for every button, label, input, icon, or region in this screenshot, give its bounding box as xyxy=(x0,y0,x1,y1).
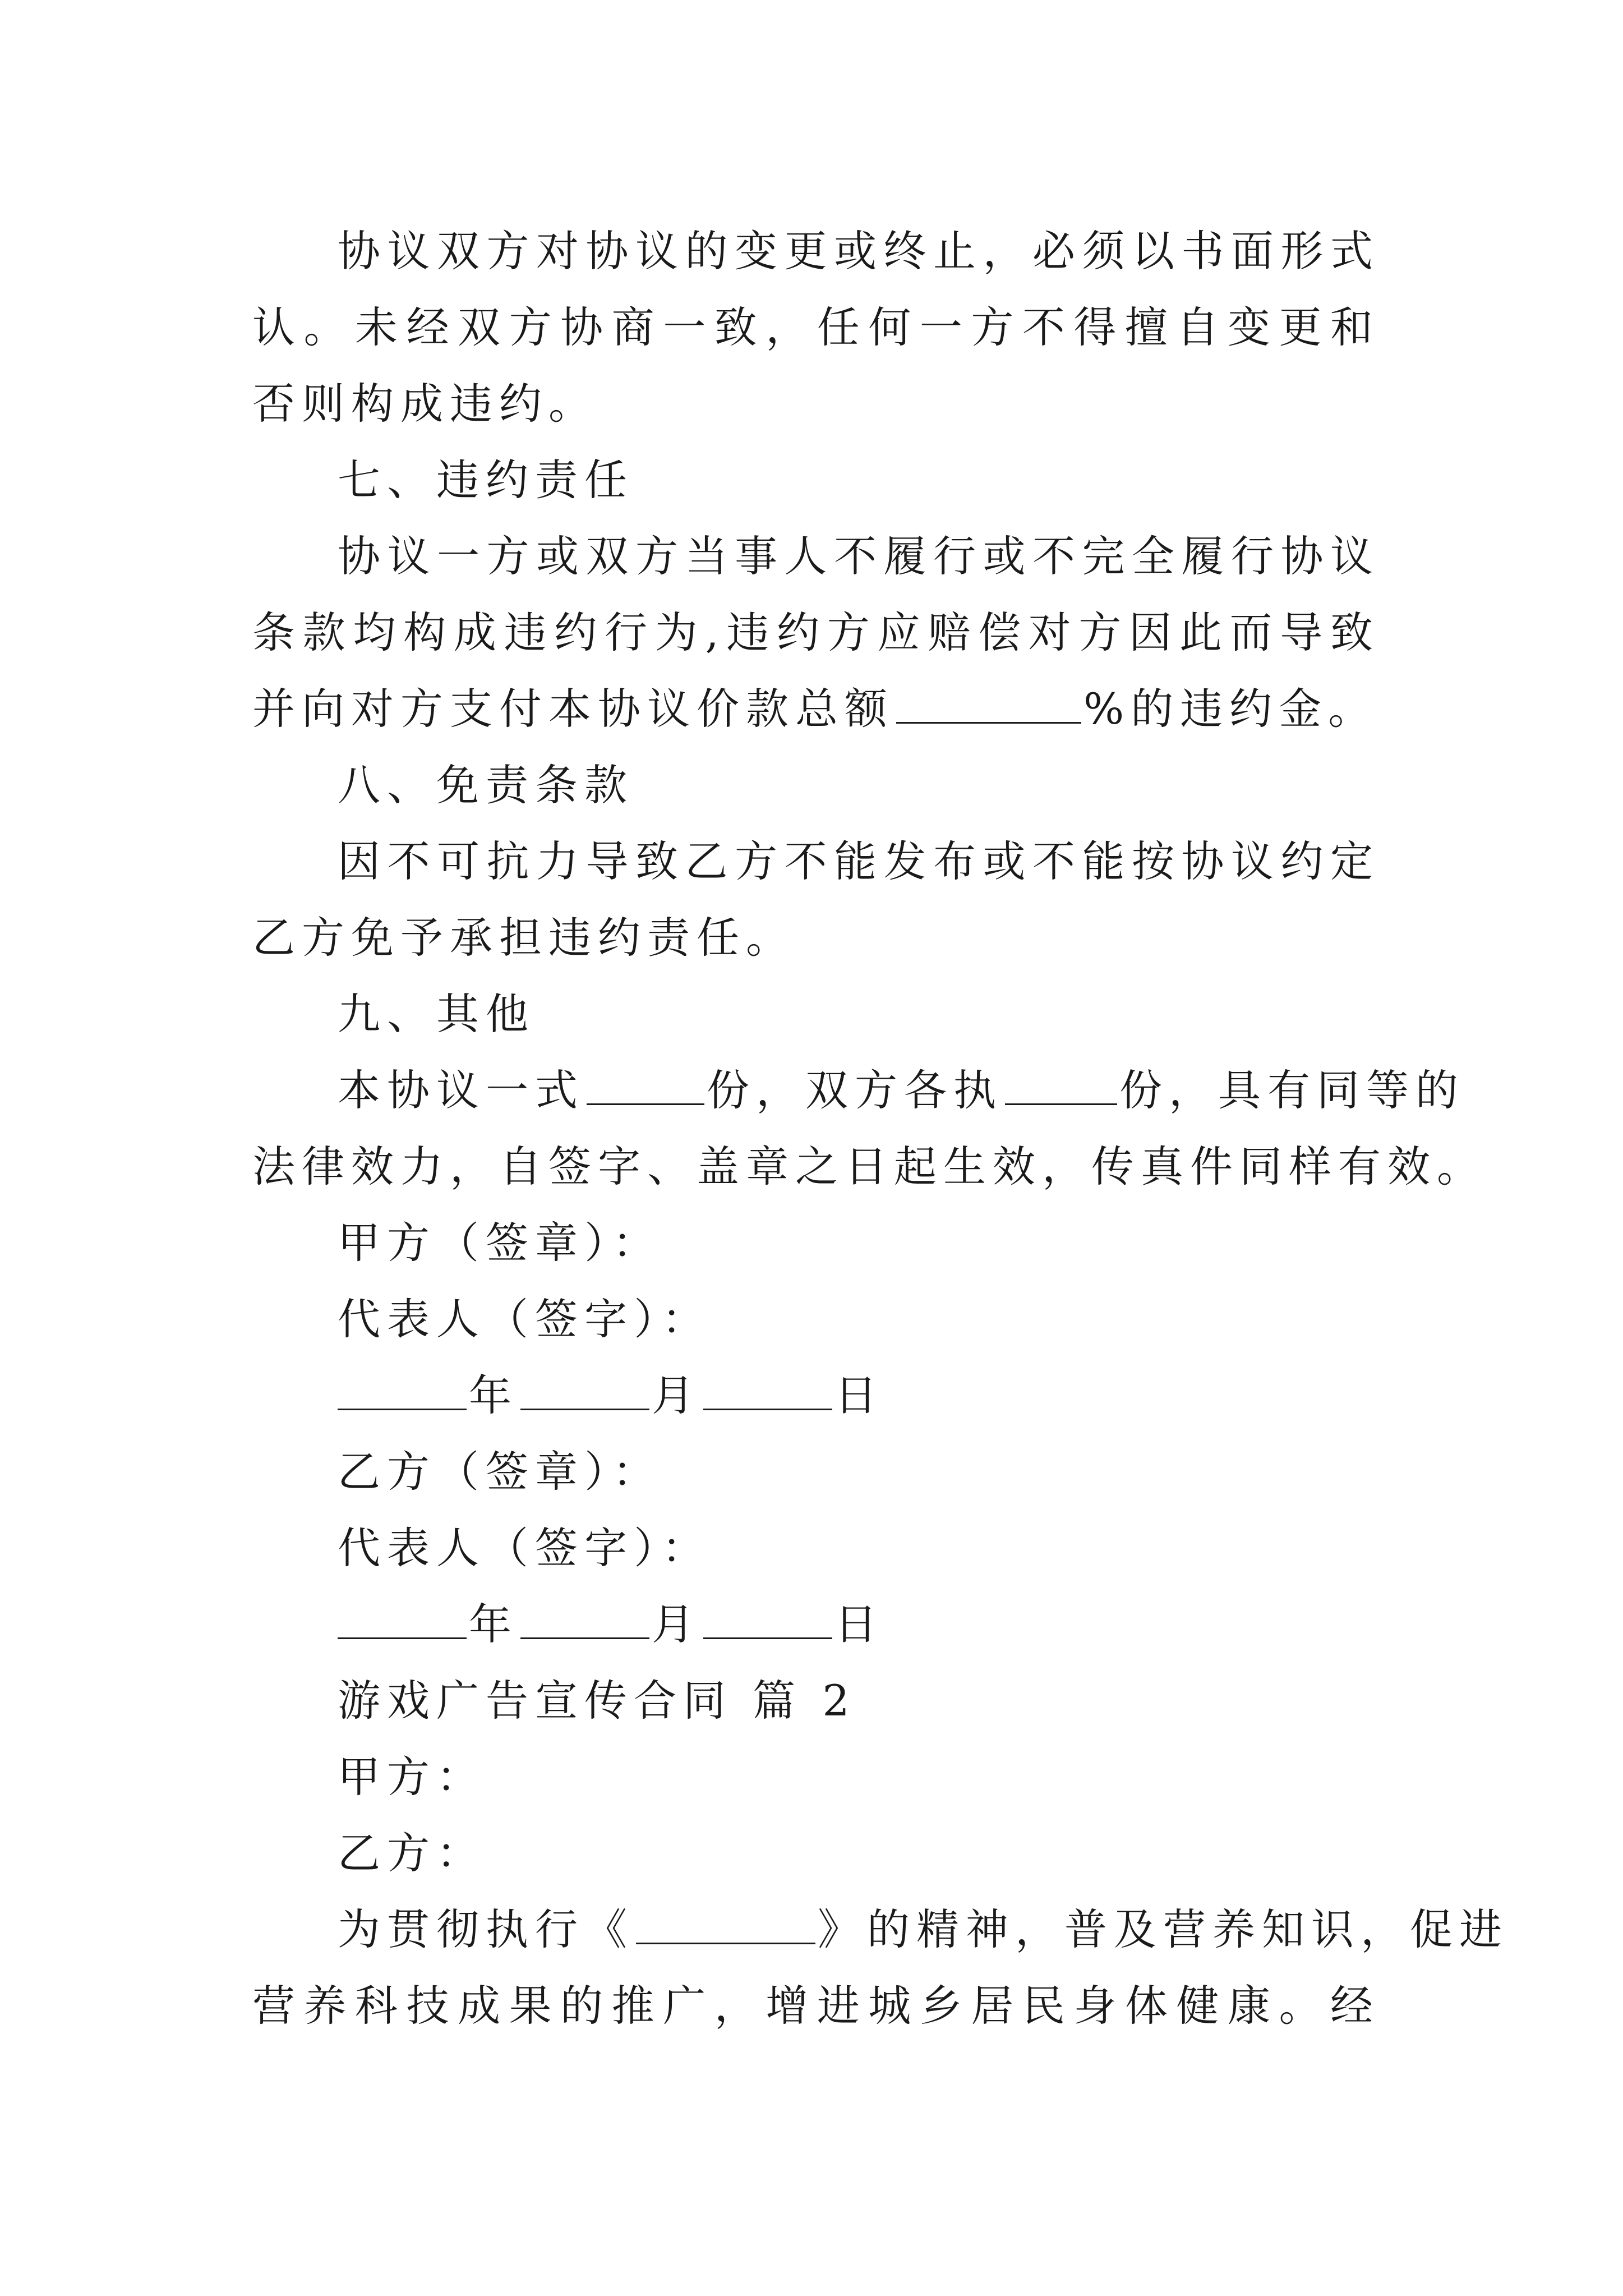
text-run: 协议一方或双方当事人不履行或不完全履行协议 xyxy=(338,531,1380,581)
text-run: 份，双方各执 xyxy=(707,1065,1003,1115)
heading-text: 八、免责条款 xyxy=(338,760,634,810)
heading-text: 七、违约责任 xyxy=(338,455,634,505)
party-a-date xyxy=(252,1358,1380,1434)
text-run: 日 xyxy=(834,1370,884,1420)
text-run: 甲方： xyxy=(338,1752,486,1802)
text-run: 乙方免予承担违约责任。 xyxy=(252,913,795,963)
text-run: 年 xyxy=(469,1599,518,1649)
section-heading-7 xyxy=(252,442,1380,518)
party-a-label xyxy=(252,1739,1380,1815)
party-b-date xyxy=(252,1586,1380,1663)
contract-title xyxy=(252,1663,1380,1739)
text-run: 认。未经双方协商一致，任何一方不得擅自变更和 xyxy=(252,302,1380,352)
month-blank[interactable] xyxy=(520,1375,649,1410)
text-run: 协议双方对协议的变更或终止，必须以书面形式 xyxy=(338,226,1380,276)
text-run: 份，具有同等的 xyxy=(1119,1065,1465,1115)
blank-field[interactable] xyxy=(896,688,1081,724)
blank-field[interactable] xyxy=(1005,1070,1117,1105)
text-run: 月 xyxy=(652,1599,701,1649)
paragraph-line xyxy=(252,823,1380,900)
section-heading-8 xyxy=(252,747,1380,823)
paragraph-line xyxy=(252,671,1380,747)
paragraph-line xyxy=(252,366,1380,442)
paragraph-line xyxy=(252,1129,1486,1205)
blank-field[interactable] xyxy=(636,1909,815,1944)
paragraph-line xyxy=(252,1052,1465,1129)
day-blank[interactable] xyxy=(703,1375,832,1410)
text-run: 本协议一式 xyxy=(338,1065,584,1115)
text-run: 否则构成违约。 xyxy=(252,379,598,429)
party-a-representative xyxy=(252,1281,1380,1358)
heading-text: 九、其他 xyxy=(338,989,535,1039)
text-run: 并向对方支付本协议价款总额 xyxy=(252,684,894,734)
paragraph-line xyxy=(252,518,1380,595)
text-run: %的违约金。 xyxy=(1083,684,1378,734)
party-a-signature xyxy=(252,1205,1380,1281)
paragraph-line xyxy=(252,1968,1380,2044)
text-run: 乙方： xyxy=(338,1828,486,1878)
text-run: 营养科技成果的推广，增进城乡居民身体健康。经 xyxy=(252,1981,1380,2031)
year-blank[interactable] xyxy=(338,1604,467,1639)
text-run: 条款均构成违约行为,违约方应赔偿对方因此而导致 xyxy=(252,608,1380,657)
text-run: 》的精神，普及营养知识，促进 xyxy=(818,1904,1509,1954)
document-body xyxy=(252,213,1509,2044)
text-run: 日 xyxy=(834,1599,884,1649)
day-blank[interactable] xyxy=(703,1604,832,1639)
text-run: 为贯彻执行《 xyxy=(338,1904,634,1954)
paragraph-line xyxy=(252,213,1380,289)
text-run: 年 xyxy=(469,1370,518,1420)
text-run: 因不可抗力导致乙方不能发布或不能按协议约定 xyxy=(338,836,1380,886)
text-run: 月 xyxy=(652,1370,701,1420)
text-run: 甲方（签章）： xyxy=(338,1218,662,1268)
year-blank[interactable] xyxy=(338,1375,467,1410)
section-heading-9 xyxy=(252,976,1380,1052)
text-run: 代表人（签字）： xyxy=(338,1523,711,1573)
text-run: 乙方（签章）： xyxy=(338,1447,662,1497)
paragraph-line xyxy=(252,595,1380,671)
text-run: 法律效力，自签字、盖章之日起生效，传真件同样有效。 xyxy=(252,1142,1486,1191)
paragraph-line xyxy=(252,1892,1509,1968)
paragraph-line xyxy=(252,289,1380,366)
party-b-label xyxy=(252,1815,1380,1892)
text-run: 代表人（签字）： xyxy=(338,1294,711,1344)
paragraph-line xyxy=(252,900,1380,976)
month-blank[interactable] xyxy=(520,1604,649,1639)
party-b-signature xyxy=(252,1434,1380,1510)
party-b-representative xyxy=(252,1510,1380,1586)
text-run: 游戏广告宣传合同 篇 2 xyxy=(338,1676,856,1726)
blank-field[interactable] xyxy=(587,1070,704,1105)
